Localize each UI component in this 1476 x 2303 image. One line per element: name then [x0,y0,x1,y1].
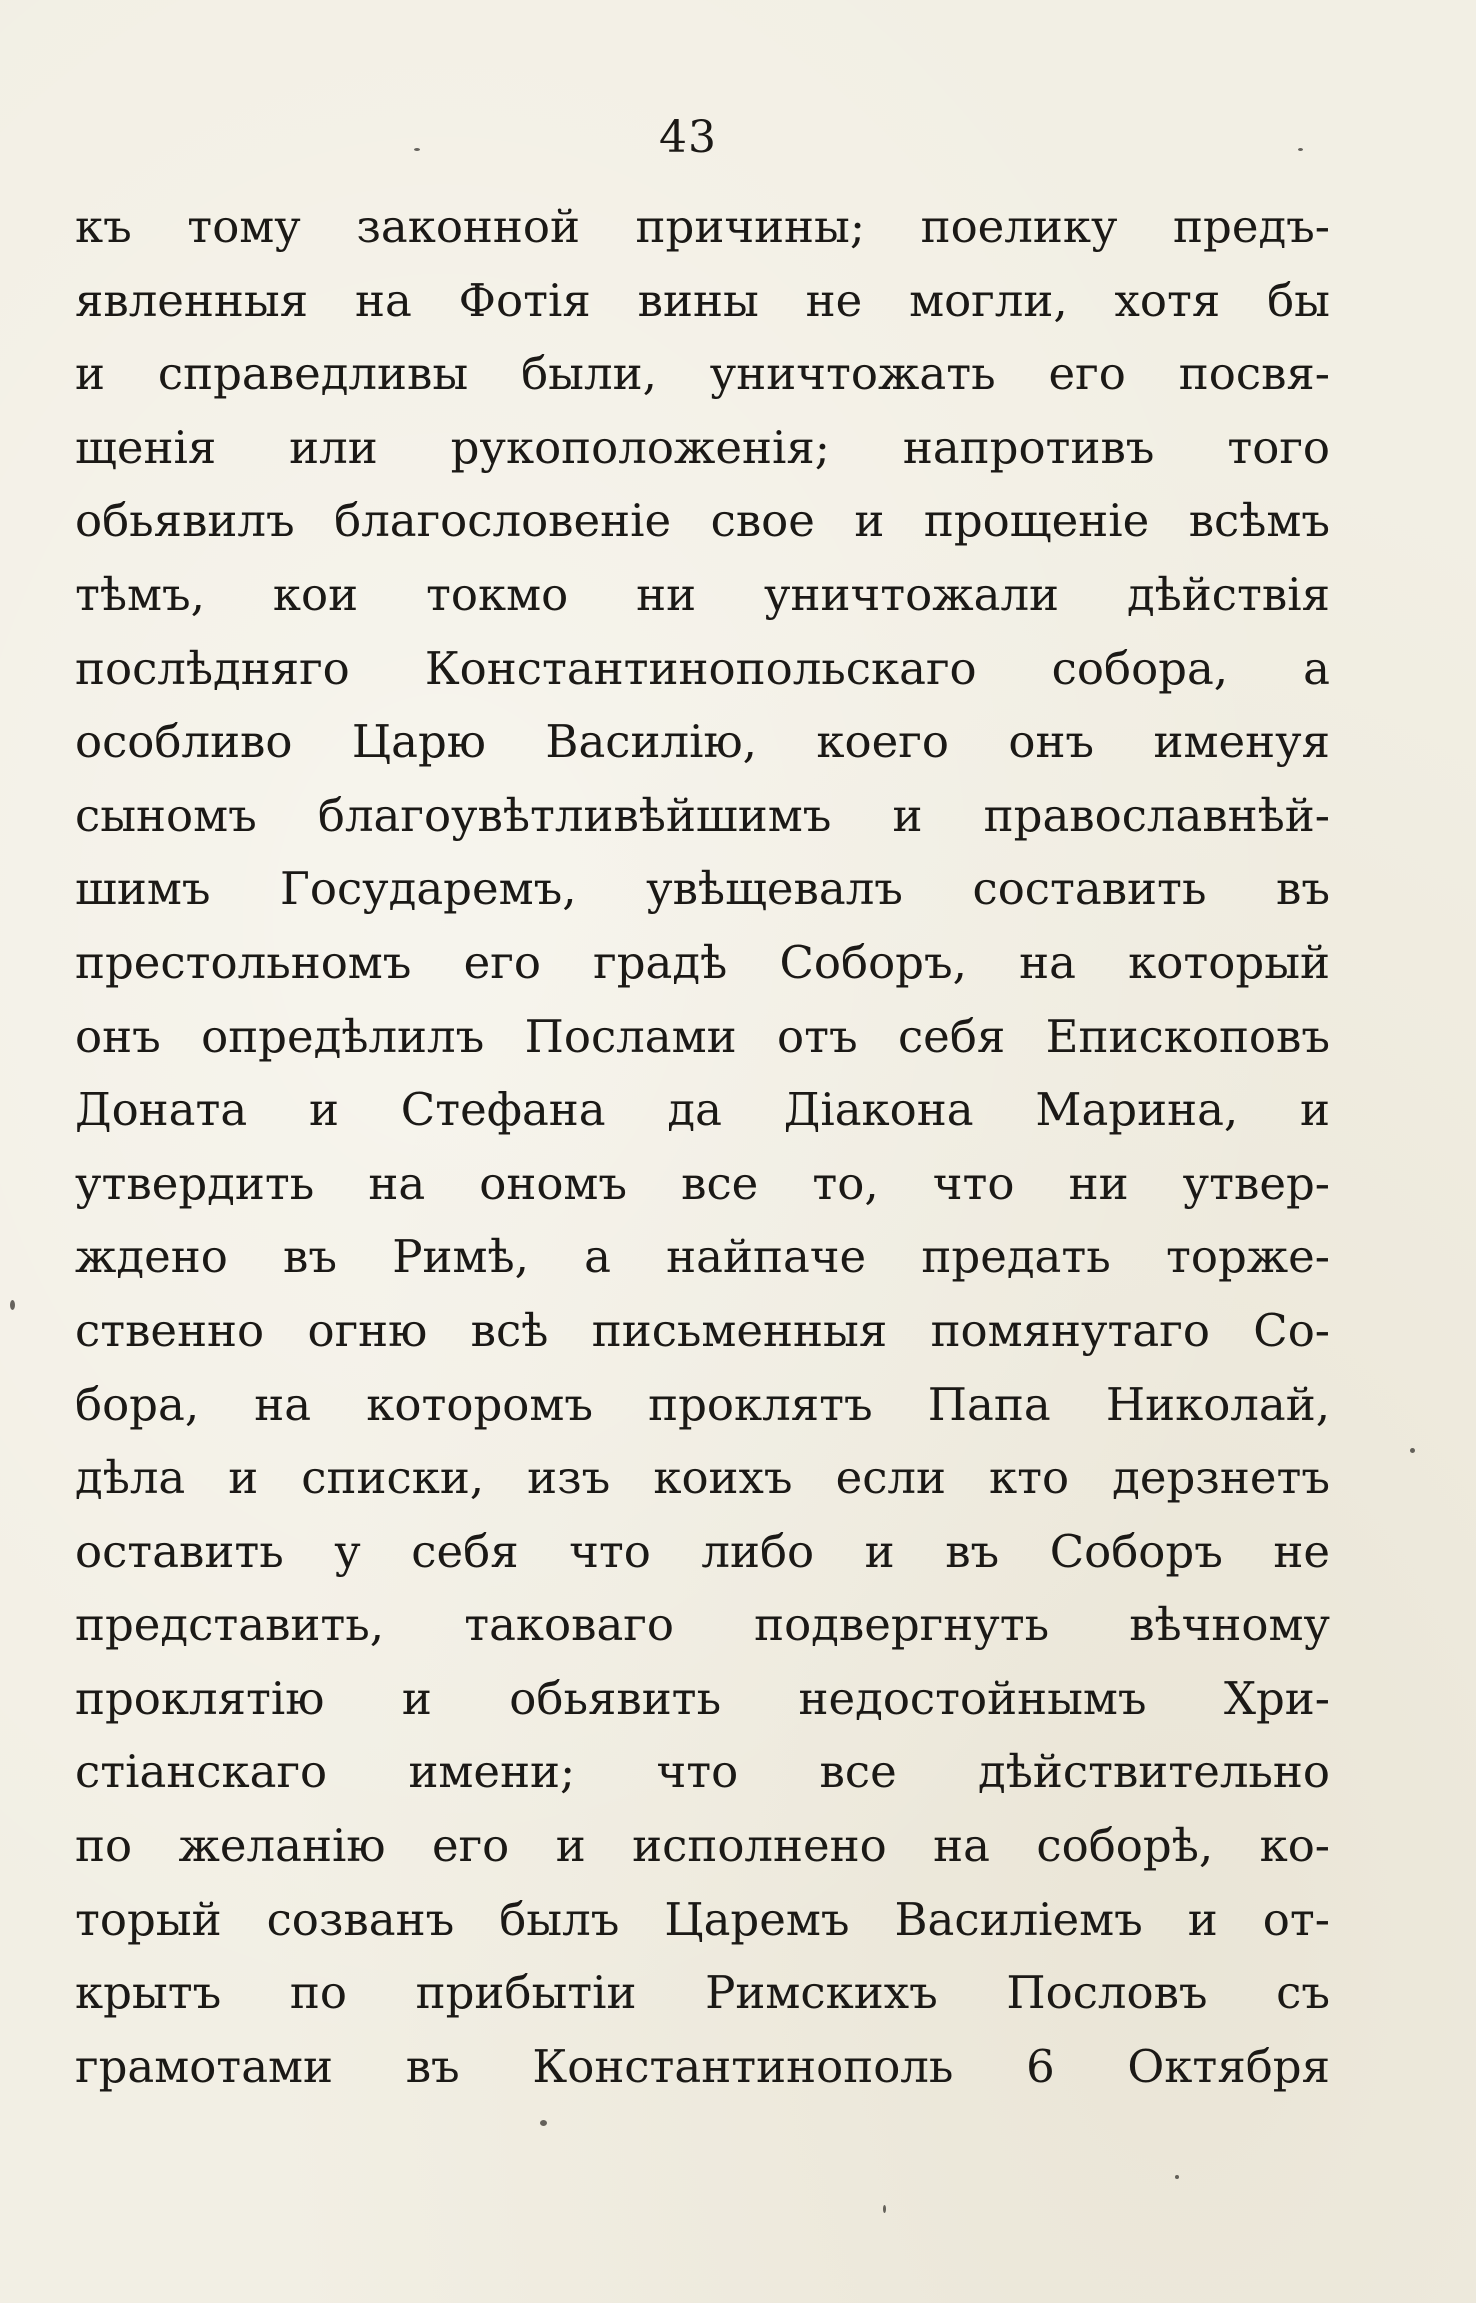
text-line: стіанскаго имени; что все дѣйствительно [75,1745,1330,1799]
text-line: Доната и Стефана да Діакона Марина, и [75,1083,1330,1137]
paper-speck [10,1300,15,1310]
paper-speck [540,2120,547,2126]
text-line: къ тому законной причины; поелику предъ- [75,200,1330,253]
text-line: престольномъ его градѣ Соборъ, на который [75,935,1330,989]
text-line: сыномъ благоувѣтливѣйшимъ и православнѣй- [75,788,1330,842]
text-line: тѣмъ, кои токмо ни уничтожали дѣйствія [75,567,1330,621]
text-line: утвердить на ономъ все то, что ни утвер- [75,1156,1330,1210]
text-line: онъ опредѣлилъ Послами отъ себя Епископовъ [75,1009,1330,1063]
text-line: дѣла и списки, изъ коихъ если кто дерзнетъ [75,1451,1330,1505]
text-line: представить, таковаго подвергнуть вѣчному [75,1598,1330,1652]
paper-speck [1175,2175,1179,2179]
text-line: и справедливы были, уничтожать его посвя- [75,347,1330,401]
text-line: грамотами въ Константинополь 6 Октября [75,2039,1330,2093]
text-line: торый созванъ былъ Царемъ Василіемъ и от- [75,1892,1330,1946]
page-number: 43 [659,112,717,163]
text-line: обьявилъ благословеніе свое и прощеніе всѣмъ [75,494,1330,548]
text-line: особливо Царю Василію, коего онъ именуя [75,715,1330,769]
paper-speck [1298,148,1303,151]
text-line: послѣдняго Константинопольскаго собора, а [75,641,1330,695]
text-line: явленныя на Фотія вины не могли, хотя бы [75,273,1330,327]
paper-speck [1410,1448,1415,1453]
text-line: проклятію и обьявить недостойнымъ Хри- [75,1671,1330,1725]
text-line: оставить у себя что либо и въ Соборъ не [75,1524,1330,1578]
text-line: щенія или рукоположенія; напротивъ того [75,420,1330,474]
paper-speck [414,148,420,151]
text-line: шимъ Государемъ, увѣщевалъ составить въ [75,862,1330,916]
text-line: ственно огню всѣ письменныя помянутаго Со- [75,1303,1330,1357]
text-line: крытъ по прибытіи Римскихъ Пословъ съ [75,1966,1330,2020]
text-line: бора, на которомъ проклятъ Папа Николай, [75,1377,1330,1431]
paper-speck [883,2205,886,2213]
text-line: ждено въ Римѣ, а найпаче предать торже- [75,1230,1330,1284]
text-line: по желанію его и исполнено на соборѣ, ко- [75,1819,1330,1873]
body-text [75,190,1330,2103]
